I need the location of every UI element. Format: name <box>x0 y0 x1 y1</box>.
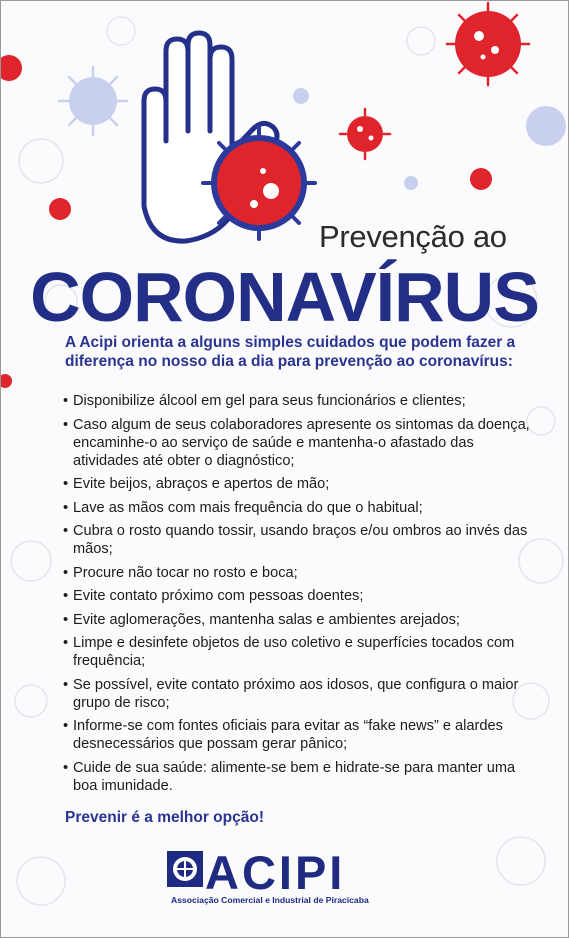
list-item: • Cubra o rosto quando tossir, usando braços e/ou ombros ao invés das mãos; <box>63 522 543 558</box>
closing-text: Prevenir é a melhor opção! <box>65 809 264 826</box>
list-item: • Lave as mãos com mais frequência do que o habitual; <box>63 499 543 517</box>
list-item: • Evite beijos, abraços e apertos de mão; <box>63 475 543 493</box>
tips-list <box>63 392 543 800</box>
list-item: • Informe-se com fontes oficiais para evitar as “fake news” e alardes desnecessários que possam gerar pânico; <box>63 717 543 753</box>
list-item: • Evite contato próximo com pessoas doentes; <box>63 587 543 605</box>
acipi-logo-mark <box>167 851 203 887</box>
intro-text: A Acipi orienta a alguns simples cuidados que podem fazer a diferença no nosso dia a dia para prevenção ao coronavírus: <box>65 334 516 370</box>
list-item: • Disponibilize álcool em gel para seus funcionários e clientes; <box>63 392 543 410</box>
logo-name: ACIPI <box>205 846 346 899</box>
page-title: CORONAVÍRUS <box>30 258 539 336</box>
acipi-logo <box>167 846 405 911</box>
subtitle: Prevenção ao <box>319 219 507 254</box>
list-item: • Cuide de sua saúde: alimente-se bem e hidrate-se para manter uma boa imunidade. <box>63 759 543 795</box>
list-item: • Procure não tocar no rosto e boca; <box>63 564 543 582</box>
logo-subtitle: Associação Comercial e Industrial de Piracicaba <box>171 895 369 905</box>
list-item: • Se possível, evite contato próximo aos idosos, que configura o maior grupo de risco; <box>63 676 543 712</box>
hand-virus-icon <box>203 127 315 239</box>
list-item: • Evite aglomerações, mantenha salas e ambientes arejados; <box>63 611 543 629</box>
list-item: • Caso algum de seus colaboradores apresente os sintomas da doença, encaminhe-o ao serviço de saúde e mantenha-o afastado das atividades até obter o diagnóstico; <box>63 416 543 470</box>
list-item: • Limpe e desinfete objetos de uso coletivo e superfícies tocados com frequência; <box>63 634 543 670</box>
